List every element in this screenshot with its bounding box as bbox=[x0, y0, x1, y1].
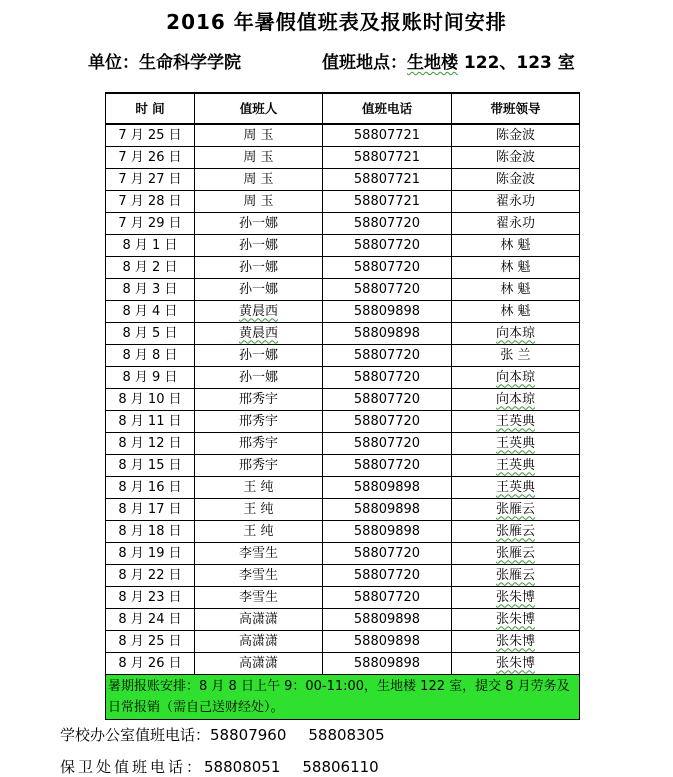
date-cell-text: 8 月 2 日 bbox=[122, 259, 178, 275]
table-row bbox=[106, 323, 580, 345]
leader-cell bbox=[452, 477, 580, 499]
date-cell bbox=[106, 367, 195, 389]
date-cell-text: 8 月 19 日 bbox=[118, 545, 182, 561]
leader-cell-text: 张雁云 bbox=[495, 523, 535, 539]
date-cell-text: 8 月 22 日 bbox=[118, 567, 182, 583]
leader-cell-text: 王英典 bbox=[495, 457, 535, 473]
leader-cell-text: 陈金波 bbox=[495, 149, 535, 165]
person-cell-text: 孙一娜 bbox=[238, 259, 278, 275]
leader-cell-text: 林 魁 bbox=[500, 303, 531, 319]
person-cell bbox=[195, 565, 323, 587]
person-cell bbox=[195, 543, 323, 565]
leader-cell-text: 王英典 bbox=[495, 435, 535, 451]
date-cell bbox=[106, 521, 195, 543]
leader-cell bbox=[452, 455, 580, 477]
person-cell-text: 黄晨西 bbox=[238, 303, 278, 319]
office-phone-line bbox=[60, 724, 385, 745]
person-cell-text: 孙一娜 bbox=[238, 281, 278, 297]
leader-cell-text: 张 兰 bbox=[500, 347, 531, 363]
person-cell bbox=[195, 609, 323, 631]
person-cell-text: 周 玉 bbox=[243, 149, 274, 165]
leader-cell-text: 王英典 bbox=[495, 479, 535, 495]
person-cell-text: 李雪生 bbox=[238, 567, 278, 583]
phone-cell-text: 58807720 bbox=[353, 457, 421, 473]
phone-cell-text: 58807720 bbox=[353, 369, 421, 385]
phone-cell-text: 58807720 bbox=[353, 391, 421, 407]
phone-cell-text: 58807720 bbox=[353, 237, 421, 253]
person-cell bbox=[195, 345, 323, 367]
phone-cell-text: 58807721 bbox=[353, 149, 421, 165]
person-cell-text: 李雪生 bbox=[238, 545, 278, 561]
date-cell-text: 8 月 12 日 bbox=[118, 435, 182, 451]
date-cell-text: 8 月 1 日 bbox=[122, 237, 178, 253]
leader-cell-text: 王英典 bbox=[495, 413, 535, 429]
table-row bbox=[106, 301, 580, 323]
phone-cell bbox=[323, 147, 452, 169]
phone-cell-text: 58807720 bbox=[353, 281, 421, 297]
person-cell bbox=[195, 499, 323, 521]
phone-cell-text: 58807721 bbox=[353, 193, 421, 209]
phone-cell bbox=[323, 257, 452, 279]
date-cell-text: 8 月 5 日 bbox=[122, 325, 178, 341]
person-cell-text: 孙一娜 bbox=[238, 237, 278, 253]
person-cell bbox=[195, 389, 323, 411]
phone-cell bbox=[323, 631, 452, 653]
office-phone-label: 学校办公室值班电话： bbox=[60, 726, 211, 744]
phone-cell bbox=[323, 301, 452, 323]
leader-cell bbox=[452, 323, 580, 345]
date-cell-text: 8 月 10 日 bbox=[118, 391, 182, 407]
table-row bbox=[106, 543, 580, 565]
leader-cell bbox=[452, 213, 580, 235]
table-row bbox=[106, 191, 580, 213]
person-cell-text: 孙一娜 bbox=[238, 347, 278, 363]
date-cell bbox=[106, 257, 195, 279]
person-cell bbox=[195, 191, 323, 213]
leader-cell bbox=[452, 235, 580, 257]
phone-cell-text: 58809898 bbox=[353, 325, 421, 341]
leader-cell-text: 张雁云 bbox=[495, 545, 535, 561]
person-cell bbox=[195, 455, 323, 477]
table-row bbox=[106, 257, 580, 279]
leader-cell bbox=[452, 191, 580, 213]
person-cell-text: 周 玉 bbox=[243, 193, 274, 209]
location-prefix: 值班地点： bbox=[322, 53, 407, 73]
phone-cell bbox=[323, 367, 452, 389]
date-cell-text: 8 月 11 日 bbox=[118, 413, 182, 429]
table-row bbox=[106, 565, 580, 587]
phone-cell-text: 58807720 bbox=[353, 259, 421, 275]
phone-cell-text: 58807721 bbox=[353, 127, 421, 143]
phone-cell bbox=[323, 345, 452, 367]
phone-cell bbox=[323, 521, 452, 543]
person-cell bbox=[195, 213, 323, 235]
person-cell bbox=[195, 477, 323, 499]
person-cell bbox=[195, 301, 323, 323]
leader-cell-text: 向本琼 bbox=[495, 325, 535, 341]
leader-cell bbox=[452, 147, 580, 169]
date-cell-text: 8 月 9 日 bbox=[122, 369, 178, 385]
person-cell-text: 高潇潇 bbox=[238, 655, 278, 671]
table-header-row bbox=[106, 93, 580, 124]
date-cell-text: 8 月 26 日 bbox=[118, 655, 182, 671]
leader-cell bbox=[452, 543, 580, 565]
leader-cell-text: 林 魁 bbox=[500, 281, 531, 297]
phone-cell-text: 58809898 bbox=[353, 633, 421, 649]
location-rooms: 122、123 室 bbox=[458, 53, 575, 73]
phone-cell-text: 58807720 bbox=[353, 589, 421, 605]
leader-cell-text: 翟永功 bbox=[495, 193, 535, 209]
note-row bbox=[106, 675, 580, 720]
person-cell-text: 王 纯 bbox=[243, 501, 274, 517]
person-cell-text: 黄晨西 bbox=[238, 325, 278, 341]
person-cell-text: 邢秀宇 bbox=[238, 435, 278, 451]
table-row bbox=[106, 521, 580, 543]
person-cell bbox=[195, 653, 323, 675]
reimbursement-note: 暑期报账安排：8 月 8 日上午 9：00-11:00，生地楼 122 室，提交 8 月劳务及日常报销（需自己送财经处）。 bbox=[106, 675, 580, 720]
phone-cell-text: 58807720 bbox=[353, 545, 421, 561]
person-cell-text: 邢秀宇 bbox=[238, 457, 278, 473]
phone-cell-text: 58807720 bbox=[353, 215, 421, 231]
date-cell-text: 8 月 4 日 bbox=[122, 303, 178, 319]
person-cell bbox=[195, 411, 323, 433]
person-cell-text: 周 玉 bbox=[243, 171, 274, 187]
table-row bbox=[106, 147, 580, 169]
date-cell-text: 7 月 27 日 bbox=[118, 171, 182, 187]
phone-cell-text: 58809898 bbox=[353, 611, 421, 627]
table-row bbox=[106, 631, 580, 653]
person-cell bbox=[195, 587, 323, 609]
date-cell bbox=[106, 455, 195, 477]
leader-cell bbox=[452, 301, 580, 323]
leader-cell bbox=[452, 169, 580, 191]
leader-cell bbox=[452, 124, 580, 147]
phone-cell-text: 58807720 bbox=[353, 347, 421, 363]
table-row bbox=[106, 609, 580, 631]
phone-cell bbox=[323, 389, 452, 411]
table-row bbox=[106, 587, 580, 609]
phone-cell bbox=[323, 565, 452, 587]
date-cell bbox=[106, 323, 195, 345]
leader-cell bbox=[452, 433, 580, 455]
leader-cell bbox=[452, 609, 580, 631]
person-cell bbox=[195, 279, 323, 301]
leader-cell-text: 张雁云 bbox=[495, 567, 535, 583]
phone-cell bbox=[323, 587, 452, 609]
date-cell bbox=[106, 213, 195, 235]
location-building: 生地楼 bbox=[407, 53, 458, 73]
table-row bbox=[106, 367, 580, 389]
person-cell bbox=[195, 124, 323, 147]
leader-cell bbox=[452, 257, 580, 279]
date-cell-text: 8 月 15 日 bbox=[118, 457, 182, 473]
date-cell bbox=[106, 191, 195, 213]
column-header-phone: 值班电话 bbox=[323, 93, 452, 124]
person-cell bbox=[195, 169, 323, 191]
leader-cell bbox=[452, 521, 580, 543]
date-cell-text: 8 月 16 日 bbox=[118, 479, 182, 495]
date-cell-text: 8 月 18 日 bbox=[118, 523, 182, 539]
phone-cell bbox=[323, 499, 452, 521]
unit-label: 单位：生命科学学院 bbox=[88, 53, 241, 73]
table-row bbox=[106, 213, 580, 235]
security-phone-1: 58808051 bbox=[204, 758, 281, 776]
person-cell bbox=[195, 631, 323, 653]
leader-cell-text: 翟永功 bbox=[495, 215, 535, 231]
table-row bbox=[106, 169, 580, 191]
leader-cell-text: 向本琼 bbox=[495, 369, 535, 385]
phone-cell-text: 58809898 bbox=[353, 501, 421, 517]
leader-cell bbox=[452, 389, 580, 411]
date-cell-text: 7 月 29 日 bbox=[118, 215, 182, 231]
date-cell bbox=[106, 235, 195, 257]
date-cell bbox=[106, 477, 195, 499]
person-cell-text: 王 纯 bbox=[243, 523, 274, 539]
leader-cell-text: 张朱博 bbox=[495, 589, 535, 605]
date-cell-text: 7 月 26 日 bbox=[118, 149, 182, 165]
phone-cell bbox=[323, 609, 452, 631]
security-phone-line bbox=[60, 756, 379, 777]
leader-cell-text: 向本琼 bbox=[495, 391, 535, 407]
column-header-date: 时 间 bbox=[106, 93, 195, 124]
phone-cell-text: 58809898 bbox=[353, 655, 421, 671]
phone-cell bbox=[323, 477, 452, 499]
leader-cell bbox=[452, 499, 580, 521]
date-cell bbox=[106, 499, 195, 521]
table-row bbox=[106, 235, 580, 257]
phone-cell bbox=[323, 411, 452, 433]
phone-cell-text: 58807720 bbox=[353, 435, 421, 451]
person-cell bbox=[195, 147, 323, 169]
date-cell-text: 8 月 25 日 bbox=[118, 633, 182, 649]
table-row bbox=[106, 433, 580, 455]
phone-cell bbox=[323, 543, 452, 565]
date-cell bbox=[106, 543, 195, 565]
leader-cell bbox=[452, 587, 580, 609]
table-row bbox=[106, 411, 580, 433]
column-header-leader: 带班领导 bbox=[452, 93, 580, 124]
date-cell bbox=[106, 631, 195, 653]
date-cell bbox=[106, 433, 195, 455]
table-row bbox=[106, 455, 580, 477]
date-cell bbox=[106, 147, 195, 169]
person-cell bbox=[195, 433, 323, 455]
table-row bbox=[106, 499, 580, 521]
table-row bbox=[106, 477, 580, 499]
leader-cell bbox=[452, 367, 580, 389]
phone-cell-text: 58809898 bbox=[353, 479, 421, 495]
leader-cell bbox=[452, 565, 580, 587]
leader-cell-text: 张朱博 bbox=[495, 655, 535, 671]
date-cell bbox=[106, 169, 195, 191]
phone-cell bbox=[323, 235, 452, 257]
date-cell bbox=[106, 301, 195, 323]
person-cell bbox=[195, 323, 323, 345]
phone-cell-text: 58807721 bbox=[353, 171, 421, 187]
leader-cell-text: 张朱博 bbox=[495, 611, 535, 627]
phone-cell bbox=[323, 279, 452, 301]
person-cell-text: 高潇潇 bbox=[238, 611, 278, 627]
leader-cell bbox=[452, 279, 580, 301]
date-cell-text: 8 月 3 日 bbox=[122, 281, 178, 297]
leader-cell-text: 陈金波 bbox=[495, 127, 535, 143]
phone-cell bbox=[323, 323, 452, 345]
table-row bbox=[106, 345, 580, 367]
person-cell bbox=[195, 257, 323, 279]
leader-cell bbox=[452, 411, 580, 433]
date-cell-text: 7 月 28 日 bbox=[118, 193, 182, 209]
date-cell bbox=[106, 345, 195, 367]
date-cell-text: 8 月 23 日 bbox=[118, 589, 182, 605]
duty-location bbox=[322, 48, 575, 73]
person-cell-text: 邢秀宇 bbox=[238, 413, 278, 429]
date-cell bbox=[106, 124, 195, 147]
phone-cell bbox=[323, 124, 452, 147]
office-phone-2: 58808305 bbox=[308, 726, 385, 744]
person-cell-text: 邢秀宇 bbox=[238, 391, 278, 407]
leader-cell bbox=[452, 653, 580, 675]
leader-cell-text: 张雁云 bbox=[495, 501, 535, 517]
person-cell-text: 孙一娜 bbox=[238, 215, 278, 231]
table-row bbox=[106, 389, 580, 411]
person-cell-text: 高潇潇 bbox=[238, 633, 278, 649]
leader-cell-text: 林 魁 bbox=[500, 259, 531, 275]
date-cell-text: 7 月 25 日 bbox=[118, 127, 182, 143]
person-cell-text: 王 纯 bbox=[243, 479, 274, 495]
leader-cell bbox=[452, 631, 580, 653]
phone-cell bbox=[323, 653, 452, 675]
security-phone-label: 保卫处值班电话： bbox=[60, 758, 205, 776]
security-phone-2: 58806110 bbox=[302, 758, 379, 776]
date-cell-text: 8 月 17 日 bbox=[118, 501, 182, 517]
date-cell bbox=[106, 411, 195, 433]
date-cell bbox=[106, 279, 195, 301]
person-cell bbox=[195, 367, 323, 389]
date-cell bbox=[106, 389, 195, 411]
person-cell-text: 李雪生 bbox=[238, 589, 278, 605]
date-cell bbox=[106, 609, 195, 631]
duty-table bbox=[105, 92, 580, 720]
person-cell bbox=[195, 235, 323, 257]
person-cell-text: 孙一娜 bbox=[238, 369, 278, 385]
phone-cell bbox=[323, 169, 452, 191]
column-header-person: 值班人 bbox=[195, 93, 323, 124]
phone-cell-text: 58809898 bbox=[353, 303, 421, 319]
date-cell bbox=[106, 565, 195, 587]
person-cell bbox=[195, 521, 323, 543]
phone-cell bbox=[323, 433, 452, 455]
person-cell-text: 周 玉 bbox=[243, 127, 274, 143]
table-row bbox=[106, 124, 580, 147]
phone-cell-text: 58807720 bbox=[353, 567, 421, 583]
table-row bbox=[106, 653, 580, 675]
phone-cell bbox=[323, 213, 452, 235]
phone-cell-text: 58807720 bbox=[353, 413, 421, 429]
date-cell bbox=[106, 587, 195, 609]
phone-cell bbox=[323, 455, 452, 477]
date-cell bbox=[106, 653, 195, 675]
leader-cell bbox=[452, 345, 580, 367]
leader-cell-text: 林 魁 bbox=[500, 237, 531, 253]
date-cell-text: 8 月 24 日 bbox=[118, 611, 182, 627]
page-title: 2016 年暑假值班表及报账时间安排 bbox=[166, 10, 507, 34]
office-phone-1: 58807960 bbox=[210, 726, 287, 744]
phone-cell-text: 58809898 bbox=[353, 523, 421, 539]
leader-cell-text: 张朱博 bbox=[495, 633, 535, 649]
table-row bbox=[106, 279, 580, 301]
date-cell-text: 8 月 8 日 bbox=[122, 347, 178, 363]
phone-cell bbox=[323, 191, 452, 213]
leader-cell-text: 陈金波 bbox=[495, 171, 535, 187]
